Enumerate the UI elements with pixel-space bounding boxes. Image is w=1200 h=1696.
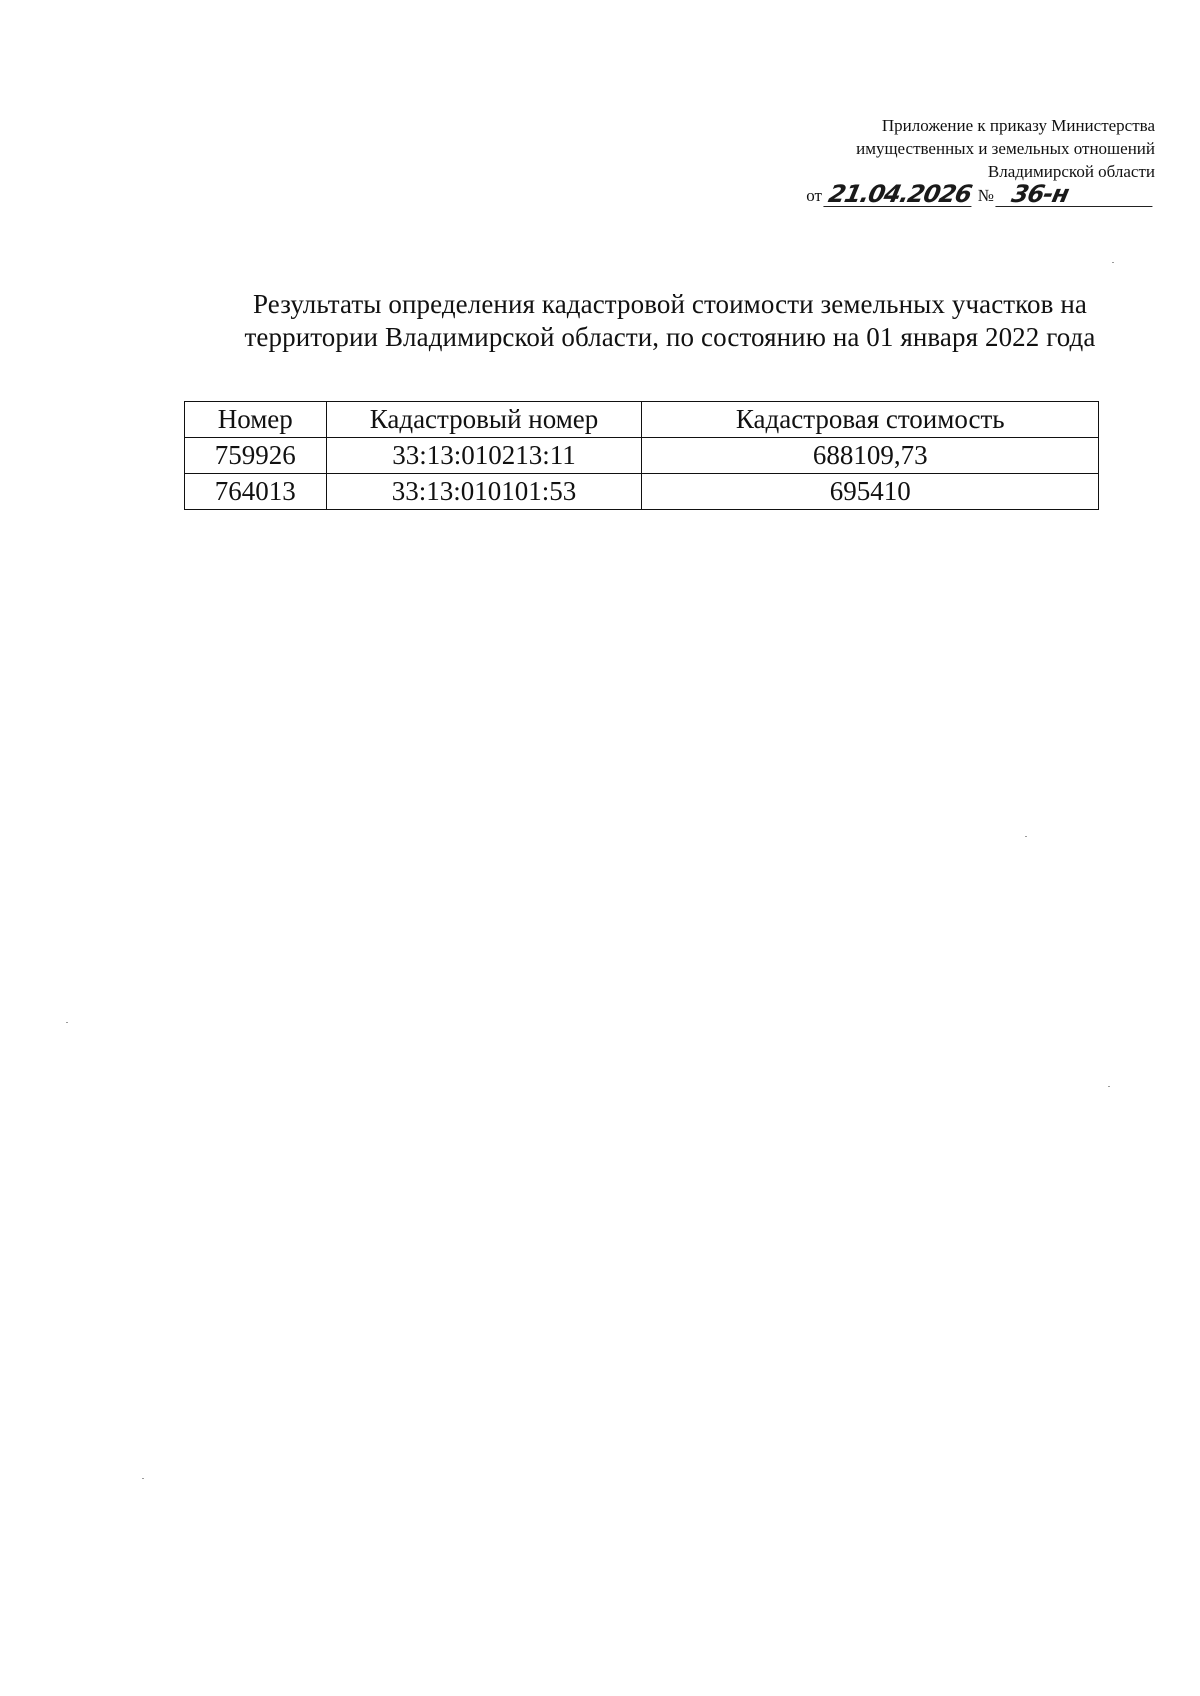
appendix-line-1: Приложение к приказу Министерства <box>881 116 1155 135</box>
table-row <box>185 474 1099 510</box>
number-prefix: № <box>977 186 994 205</box>
appendix-line-2: имущественных и земельных отношений <box>856 139 1155 158</box>
handwritten-date: 21.04.2026 <box>823 182 976 207</box>
table-row <box>185 438 1099 474</box>
order-date-number-line <box>806 182 1155 207</box>
appendix-line-3: Владимирской области <box>987 162 1155 181</box>
header-number: Номер <box>185 402 327 438</box>
title-line-2: территории Владимирской области, по состоянию на 01 января 2022 года <box>244 322 1096 352</box>
table-header-row <box>185 402 1099 438</box>
cell-cadastral-value: 695410 <box>642 474 1099 510</box>
scan-speck <box>1025 836 1027 837</box>
scan-speck <box>66 1022 68 1023</box>
document-title <box>200 288 1140 354</box>
cell-cadastral-number: 33:13:010213:11 <box>326 438 642 474</box>
header-cadastral-value: Кадастровая стоимость <box>642 402 1099 438</box>
cell-cadastral-value: 688109,73 <box>642 438 1099 474</box>
date-prefix: от <box>806 186 822 205</box>
cell-number: 764013 <box>185 474 327 510</box>
appendix-header <box>806 114 1155 207</box>
title-line-1: Результаты определения кадастровой стоимости земельных участков на <box>253 289 1087 319</box>
cadastral-value-table <box>184 401 1099 510</box>
scan-speck <box>142 1478 144 1479</box>
cell-cadastral-number: 33:13:010101:53 <box>326 474 642 510</box>
cell-number: 759926 <box>185 438 327 474</box>
scan-speck <box>1108 1086 1110 1087</box>
header-cadastral-number: Кадастровый номер <box>326 402 642 438</box>
handwritten-order-number: 36-н <box>995 182 1157 207</box>
scan-speck <box>1112 262 1114 263</box>
